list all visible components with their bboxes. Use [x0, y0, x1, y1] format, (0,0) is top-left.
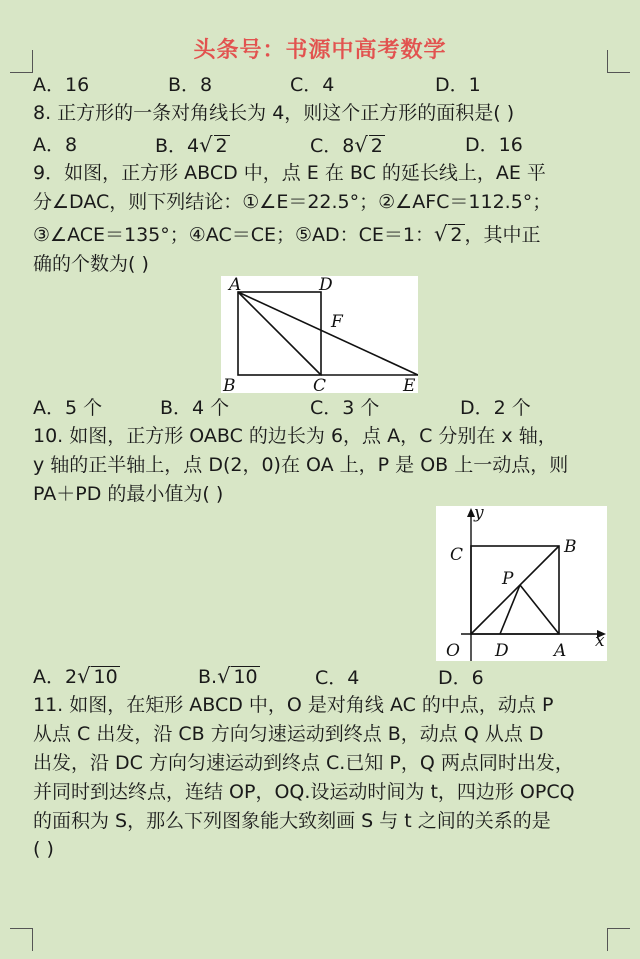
q10-option-d: D．6	[438, 667, 484, 689]
q11-line-4: 并同时到达终点，连结 OP，OQ.设运动时间为 t，四边形 OPCQ	[33, 781, 575, 803]
label-f: F	[331, 312, 343, 332]
label-b: B	[564, 537, 577, 557]
q10-option-a	[33, 664, 120, 689]
q9-option-b: B．4 个	[160, 397, 230, 419]
segment-pd	[500, 585, 520, 634]
label-a: A	[554, 641, 567, 661]
q7-option-a: A．16	[33, 74, 90, 96]
label-e: E	[403, 376, 416, 393]
line-ae	[238, 292, 418, 375]
q7-option-d: D．1	[435, 74, 481, 96]
sqrt-sign-icon: √	[434, 222, 448, 246]
q8-option-b	[155, 133, 230, 158]
segment-pa	[520, 585, 559, 634]
diagonal-ac	[238, 292, 321, 375]
q10-option-b-prefix: B.	[198, 666, 218, 688]
q7-option-b: B．8	[168, 74, 213, 96]
q8-option-c-prefix: C．8	[310, 135, 355, 157]
label-a: A	[229, 276, 242, 295]
q9-option-a: A．5 个	[33, 397, 103, 419]
q11-line-5: 的面积为 S，那么下列图象能大致刻画 S 与 t 之间的关系的是	[33, 810, 551, 832]
q8-stem: 8. 正方形的一条对角线长为 4，则这个正方形的面积是( )	[33, 102, 515, 124]
q10-figure	[436, 506, 607, 661]
q9-line-3	[33, 222, 541, 247]
crop-mark-bottom-left	[10, 928, 33, 951]
sqrt-sign-icon: √	[217, 664, 231, 688]
diagonal-ob	[471, 546, 559, 634]
sqrt-sign-icon: √	[199, 133, 213, 157]
q11-line-1: 11. 如图，在矩形 ABCD 中，O 是对角线 AC 的中点，动点 P	[33, 694, 554, 716]
q10-line-1: 10. 如图，正方形 OABC 的边长为 6，点 A，C 分别在 x 轴，	[33, 425, 557, 447]
q9-line-3-suffix: ，其中正	[464, 224, 541, 246]
q8-option-b-radicand: 2	[215, 135, 228, 157]
label-d: D	[495, 641, 509, 661]
q9-line-1: 9．如图，正方形 ABCD 中，点 E 在 BC 的延长线上，AE 平	[33, 162, 546, 184]
q10-line-2: y 轴的正半轴上，点 D(2，0)在 OA 上，P 是 OB 上一动点，则	[33, 454, 569, 476]
q8-option-c	[310, 133, 385, 158]
q8-option-d: D．16	[465, 134, 523, 156]
sqrt-sign-icon: √	[77, 664, 91, 688]
q9-line-3-radicand: 2	[450, 224, 463, 246]
label-b: B	[223, 376, 236, 393]
label-c: C	[313, 376, 327, 393]
q10-line-3: PA＋PD 的最小值为( )	[33, 483, 224, 505]
q9-option-c: C．3 个	[310, 397, 380, 419]
q9-figure	[221, 276, 418, 393]
q9-line-2: 分∠DAC，则下列结论：①∠E＝22.5°；②∠AFC＝112.5°；	[33, 191, 552, 213]
crop-mark-bottom-right	[607, 928, 630, 951]
q9-figure-svg	[221, 276, 418, 393]
q8-option-c-radicand: 2	[370, 135, 383, 157]
q10-option-c: C．4	[315, 667, 360, 689]
q10-option-b	[198, 664, 260, 689]
q10-option-a-prefix: A．2	[33, 666, 78, 688]
q11-line-3: 出发，沿 DC 方向匀速运动到终点 C.已知 P，Q 两点同时出发，	[33, 752, 574, 774]
label-c: C	[450, 545, 464, 565]
q11-line-6: ( )	[33, 838, 54, 860]
label-p: P	[502, 569, 514, 589]
q11-line-2: 从点 C 出发，沿 CB 方向匀速运动到终点 B，动点 Q 从点 D	[33, 723, 544, 745]
label-o: O	[446, 641, 460, 661]
q8-option-b-prefix: B．4	[155, 135, 200, 157]
q10-figure-svg	[436, 506, 607, 661]
q8-option-a: A．8	[33, 134, 78, 156]
q9-line-3-prefix: ③∠ACE＝135°；④AC＝CE；⑤AD：CE＝1：	[33, 224, 435, 246]
sqrt-sign-icon: √	[354, 133, 368, 157]
q9-option-d: D．2 个	[460, 397, 531, 419]
q10-option-a-radicand: 10	[93, 666, 118, 688]
page-header: 头条号：书源中高考数学	[193, 38, 447, 63]
label-d: D	[319, 276, 333, 295]
q9-line-4: 确的个数为( )	[33, 253, 149, 275]
label-x: x	[595, 631, 605, 651]
q10-option-b-radicand: 10	[233, 666, 258, 688]
q7-option-c: C．4	[290, 74, 335, 96]
label-y: y	[474, 506, 484, 523]
